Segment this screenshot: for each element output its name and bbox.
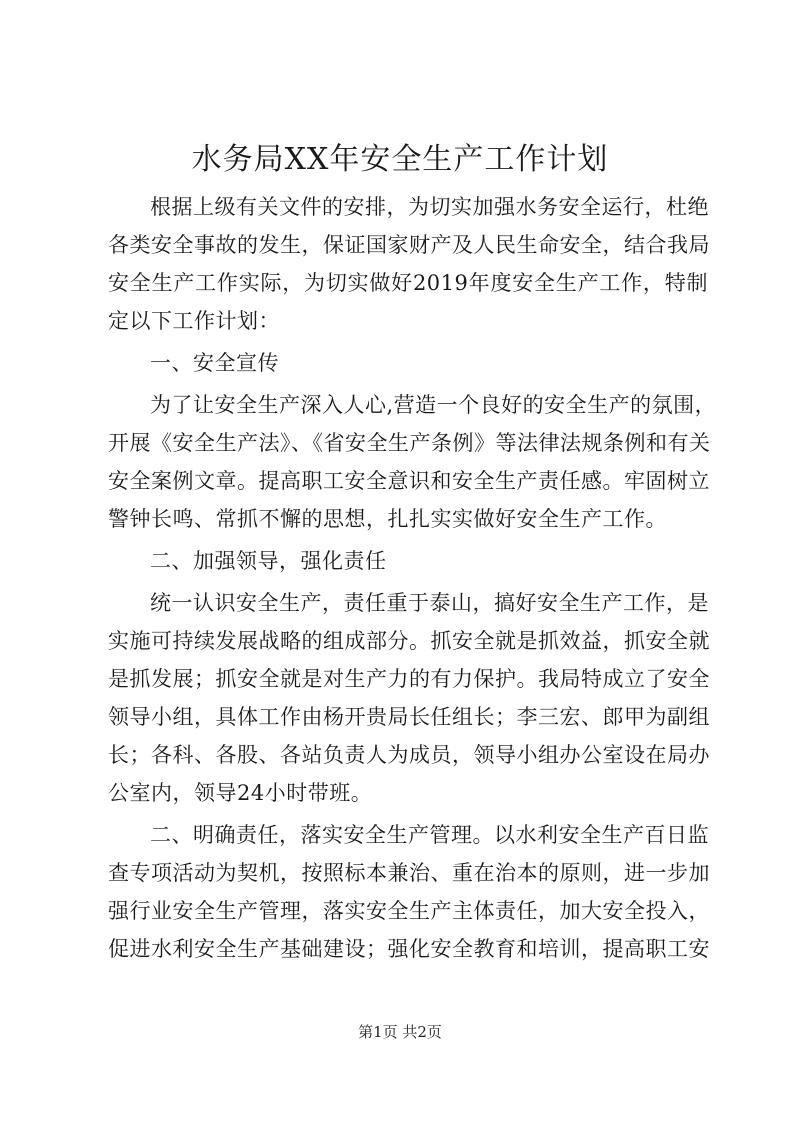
text-line: 强行业安全生产管理，落实安全生产主体责任，加大安全投入， <box>108 899 710 923</box>
section-heading <box>108 542 708 580</box>
text-line: 开展《安全生产法》、《省安全生产条例》等法律法规条例和有关 <box>108 431 711 455</box>
text-line: 警钟长鸣、常抓不懈的思想，扎扎实实做好安全生产工作。 <box>108 507 667 531</box>
text-line: 促进水利安全生产基础建设；强化安全教育和培训，提高职工安 <box>108 937 710 961</box>
text-line: 实施可持续发展战略的组成部分。抓安全就是抓效益，抓安全就 <box>108 629 710 653</box>
text-line: 二、明确责任，落实安全生产管理。以水利安全生产百日监 <box>150 823 709 847</box>
text-line: 安全案例文章。提高职工安全意识和安全生产责任感。牢固树立 <box>108 469 710 493</box>
paragraph <box>108 816 708 968</box>
section-heading <box>108 344 708 382</box>
text-line: 安全生产工作实际，为切实做好2019年度安全生产工作，特制 <box>108 271 708 295</box>
paragraph <box>108 584 708 812</box>
text-line: 公室内，领导24小时带班。 <box>108 781 373 805</box>
paragraph <box>108 386 717 538</box>
text-line: 一、安全宣传 <box>150 351 279 375</box>
text-line: 定以下工作计划： <box>108 309 280 333</box>
paragraph <box>108 188 708 340</box>
text-line: 长；各科、各股、各站负责人为成员，领导小组办公室设在局办 <box>108 743 710 767</box>
text-line: 为了让安全生产深入人心,营造一个良好的安全生产的氛围， <box>150 393 717 417</box>
text-line: 领导小组，具体工作由杨开贵局长任组长；李三宏、郎甲为副组 <box>108 705 710 729</box>
text-line: 是抓发展；抓安全就是对生产力的有力保护。我局特成立了安全 <box>108 667 710 691</box>
page-number-footer: 第1页 共2页 <box>358 1023 442 1041</box>
document-body <box>108 188 717 968</box>
text-line: 根据上级有关文件的安排，为切实加强水务安全运行，杜绝 <box>150 195 709 219</box>
text-line: 查专项活动为契机，按照标本兼治、重在治本的原则，进一步加 <box>108 861 710 885</box>
text-line: 二、加强领导，强化责任 <box>150 549 387 573</box>
page-title: 水务局XX年安全生产工作计划 <box>191 142 609 177</box>
text-line: 统一认识安全生产，责任重于泰山，搞好安全生产工作，是 <box>150 591 709 615</box>
text-line: 各类安全事故的发生，保证国家财产及人民生命安全，结合我局 <box>108 233 710 257</box>
